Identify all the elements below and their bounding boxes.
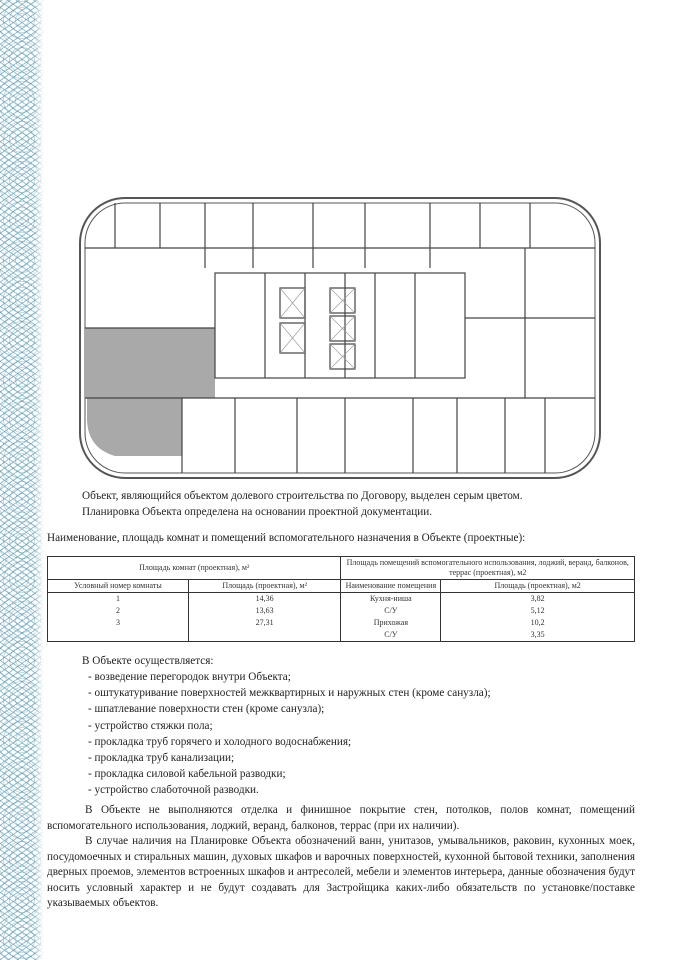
floor-plan (75, 188, 605, 483)
intro-line-1: Объект, являющийся объектом долевого строительства по Договору, выделен серым цветом. (82, 490, 523, 502)
works-item: - возведение перегородок внутри Объекта; (88, 671, 291, 683)
aux-name: С/У (341, 629, 441, 642)
rooms-table (47, 556, 635, 642)
room-area (188, 629, 341, 642)
table-heading: Наименование, площадь комнат и помещений вспомогательного назначения в Объекте (проектные): (47, 532, 526, 544)
room-area: 13,63 (188, 605, 341, 617)
col-header: Условный номер комнаты (48, 580, 189, 593)
works-title: В Объекте осуществляется: (82, 655, 214, 667)
works-item: - оштукатуривание поверхностей межквартирных и наружных стен (кроме санузла); (88, 687, 491, 699)
room-num (48, 629, 189, 642)
room-area: 14,36 (188, 593, 341, 606)
aux-area: 10,2 (441, 617, 635, 629)
room-num: 1 (48, 593, 189, 606)
works-item: - устройство слаботочной разводки. (88, 784, 259, 796)
group-header-aux: Площадь помещений вспомогательного использования, лоджий, веранд, балконов, террас (проектная), м2 (341, 557, 635, 580)
aux-area: 5,12 (441, 605, 635, 617)
works-item: - устройство стяжки пола; (88, 720, 213, 732)
intro-line-2: Планировка Объекта определена на основании проектной документации. (82, 506, 433, 518)
works-item: - прокладка силовой кабельной разводки; (88, 768, 286, 780)
note-paragraph: В случае наличия на Планировке Объекта обозначений ванн, унитазов, умывальников, раковин, кухонных моек, посудомоечных и стиральных машин, духовых шкафов и варочных поверхностей, кухонной бытовой техники, заполнения дверных проемов, элементов встроенных шкафов и антресолей, мебели и элементов интерьера, данные обозначения будут носить условный характер и не будут создавать для Застройщика каких-либо обязательств по установке/поставке указываемых объектов. (47, 835, 635, 909)
group-header-rooms: Площадь комнат (проектная), м² (48, 557, 341, 580)
col-header: Площадь (проектная), м2 (441, 580, 635, 593)
aux-name: Кухня-ниша (341, 593, 441, 606)
table-row (48, 629, 635, 642)
table-row (48, 593, 635, 606)
works-item: - прокладка труб канализации; (88, 752, 235, 764)
object-highlight (85, 328, 215, 398)
room-num: 3 (48, 617, 189, 629)
table-row (48, 617, 635, 629)
notes (47, 803, 635, 912)
aux-name: С/У (341, 605, 441, 617)
aux-area: 3,82 (441, 593, 635, 606)
col-header: Наименование помещения (341, 580, 441, 593)
aux-name: Прихожая (341, 617, 441, 629)
decorative-guilloche-border (0, 0, 44, 960)
aux-area: 3,35 (441, 629, 635, 642)
room-num: 2 (48, 605, 189, 617)
works-item: - шпатлевание поверхности стен (кроме санузла); (88, 703, 325, 715)
col-header: Площадь (проектная), м² (188, 580, 341, 593)
table-row (48, 605, 635, 617)
note-paragraph: В Объекте не выполняются отделка и финишное покрытие стен, потолков, полов комнат, помещений вспомогательного использования, лоджий, веранд, балконов, террас (при их наличии). (47, 804, 635, 832)
works-item: - прокладка труб горячего и холодного водоснабжения; (88, 736, 352, 748)
room-area: 27,31 (188, 617, 341, 629)
